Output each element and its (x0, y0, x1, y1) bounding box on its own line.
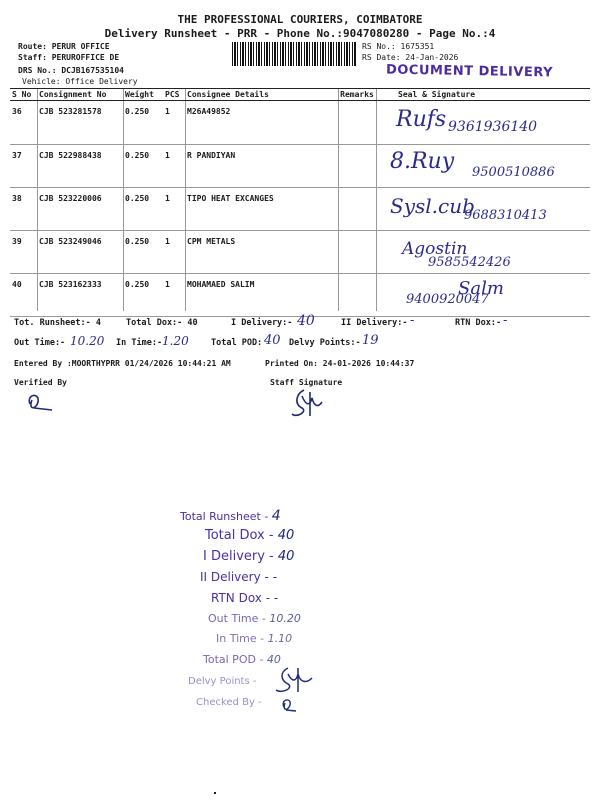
ink-dot (214, 792, 216, 794)
verified-by-label: Verified By (14, 378, 67, 387)
sno-cell: 39 (10, 231, 37, 274)
stamp-in-time: In Time - 1.10 (216, 632, 293, 645)
signature-cell (376, 188, 590, 231)
total-dox: Total Dox:- 40 (126, 318, 198, 328)
printed-on: Printed On: 24-01-2026 10:44:37 (265, 359, 415, 368)
staff-label: Staff: PERUROFFICE DE (18, 53, 120, 62)
table-row (10, 188, 590, 231)
total-pod-value: 40 (264, 333, 281, 348)
route-label: Route: PERUR OFFICE (18, 42, 110, 51)
consignment-cell: CJB 523281578 (37, 101, 123, 145)
rs-number: RS No.: 1675351 (362, 42, 435, 51)
stamp-total-runsheet: Total Runsheet - 4 (180, 508, 281, 524)
table-row (10, 145, 590, 188)
delvy-points-label: Delvy Points:- (289, 338, 361, 348)
consignee-cell: CPM METALS (185, 231, 338, 274)
col-header: Seal & Signature (376, 89, 590, 101)
handwritten-signature: Agostin (402, 239, 468, 259)
stamp-rtn-dox: RTN Dox - - (211, 591, 279, 605)
consignment-cell: CJB 523220006 (37, 188, 123, 231)
sno-cell: 36 (10, 101, 37, 145)
col-header: S No (10, 89, 37, 101)
weight-cell: 0.250 (123, 145, 163, 188)
stamp-delvy-points: Delvy Points - (188, 676, 257, 687)
consignee-cell: R PANDIYAN (185, 145, 338, 188)
handwritten-phone: 9688310413 (464, 208, 547, 223)
col-header: Consignee Details (185, 89, 338, 101)
out-time-label: Out Time:- (14, 338, 66, 348)
rs-date: RS Date: 24-Jan-2026 (362, 53, 459, 62)
table-header-row (10, 89, 590, 101)
table-row (10, 274, 590, 317)
rtn-dox-value: - (503, 313, 508, 328)
stamp-ii-delivery: II Delivery - - (200, 570, 278, 584)
barcode (232, 42, 357, 66)
handwritten-phone: 9585542426 (428, 255, 511, 270)
sno-cell: 40 (10, 274, 37, 317)
pcs-cell: 1 (163, 231, 185, 274)
document-delivery-stamp: DOCUMENT DELIVERY (385, 62, 554, 81)
signature-cell (376, 231, 590, 274)
weight-cell: 0.250 (123, 188, 163, 231)
stamp-i-delivery: I Delivery - 40 (203, 549, 295, 564)
stamp-checked-initial (276, 693, 300, 715)
table-row (10, 231, 590, 274)
handwritten-phone: 9500510886 (472, 165, 555, 180)
weight-cell: 0.250 (123, 101, 163, 145)
entered-by: Entered By :MOORTHYPRR 01/24/2026 10:44:21 AM (14, 359, 231, 368)
total-pod-label: Total POD: (211, 338, 263, 348)
pcs-cell: 1 (163, 274, 185, 317)
stamp-checked-by: Checked By - (196, 697, 262, 708)
ii-delivery-value: - (410, 313, 415, 328)
remarks-cell (338, 274, 376, 317)
weight-cell: 0.250 (123, 231, 163, 274)
consignment-cell: CJB 523249046 (37, 231, 123, 274)
sno-cell: 38 (10, 188, 37, 231)
pcs-cell: 1 (163, 145, 185, 188)
signature-cell (376, 145, 590, 188)
in-time-label: In Time:- (116, 338, 163, 348)
remarks-cell (338, 188, 376, 231)
col-header: Consignment No (37, 89, 123, 101)
staff-signature (286, 386, 330, 422)
handwritten-signature: Salm (458, 278, 504, 299)
signature-cell (376, 274, 590, 317)
signature-cell (376, 101, 590, 145)
rtn-dox-label: RTN Dox:- (455, 318, 502, 328)
consignee-cell: TIPO HEAT EXCANGES (185, 188, 338, 231)
staff-signature-label: Staff Signature (270, 378, 343, 387)
table-row (10, 101, 590, 145)
consignment-cell: CJB 523162333 (37, 274, 123, 317)
pcs-cell: 1 (163, 188, 185, 231)
consignee-cell: M26A49852 (185, 101, 338, 145)
total-runsheet: Tot. Runsheet:- 4 (14, 318, 101, 328)
remarks-cell (338, 101, 376, 145)
handwritten-phone: 9361936140 (448, 119, 538, 135)
i-delivery-value: 40 (297, 313, 315, 329)
col-header: Weight (123, 89, 163, 101)
handwritten-signature: Rufs (396, 107, 447, 132)
remarks-cell (338, 145, 376, 188)
consignment-cell: CJB 522988438 (37, 145, 123, 188)
handwritten-signature: 8.Ruy (390, 149, 455, 174)
weight-cell: 0.250 (123, 274, 163, 317)
stamp-total-dox: Total Dox - 40 (205, 528, 295, 543)
runsheet-table (10, 88, 590, 317)
consignee-cell: MOHAMAED SALIM (185, 274, 338, 317)
handwritten-signature: Sysl.cub (390, 194, 475, 218)
stamp-total-pod: Total POD - 40 (203, 653, 281, 666)
remarks-cell (338, 231, 376, 274)
handwritten-phone: 9400920047 (406, 292, 489, 307)
sno-cell: 37 (10, 145, 37, 188)
ii-delivery-label: II Delivery:- (341, 318, 408, 328)
delvy-points-value: 19 (362, 333, 379, 348)
drs-number: DRS No.: DCJB167535104 (18, 66, 124, 75)
out-time-value: 10.20 (70, 334, 105, 348)
company-title: THE PROFESSIONAL COURIERS, COIMBATORE (177, 13, 423, 26)
in-time-value: 1.20 (162, 334, 189, 348)
i-delivery-label: I Delivery:- (231, 318, 293, 328)
col-header: Remarks (338, 89, 376, 101)
runsheet-subtitle: Delivery Runsheet - PRR - Phone No.:9047080280 - Page No.:4 (104, 27, 496, 40)
verified-signature (22, 388, 62, 416)
vehicle-label: Vehicle: Office Delivery (22, 77, 138, 86)
stamp-out-time: Out Time - 10.20 (208, 612, 301, 625)
col-header: PCS (163, 89, 185, 101)
pcs-cell: 1 (163, 101, 185, 145)
